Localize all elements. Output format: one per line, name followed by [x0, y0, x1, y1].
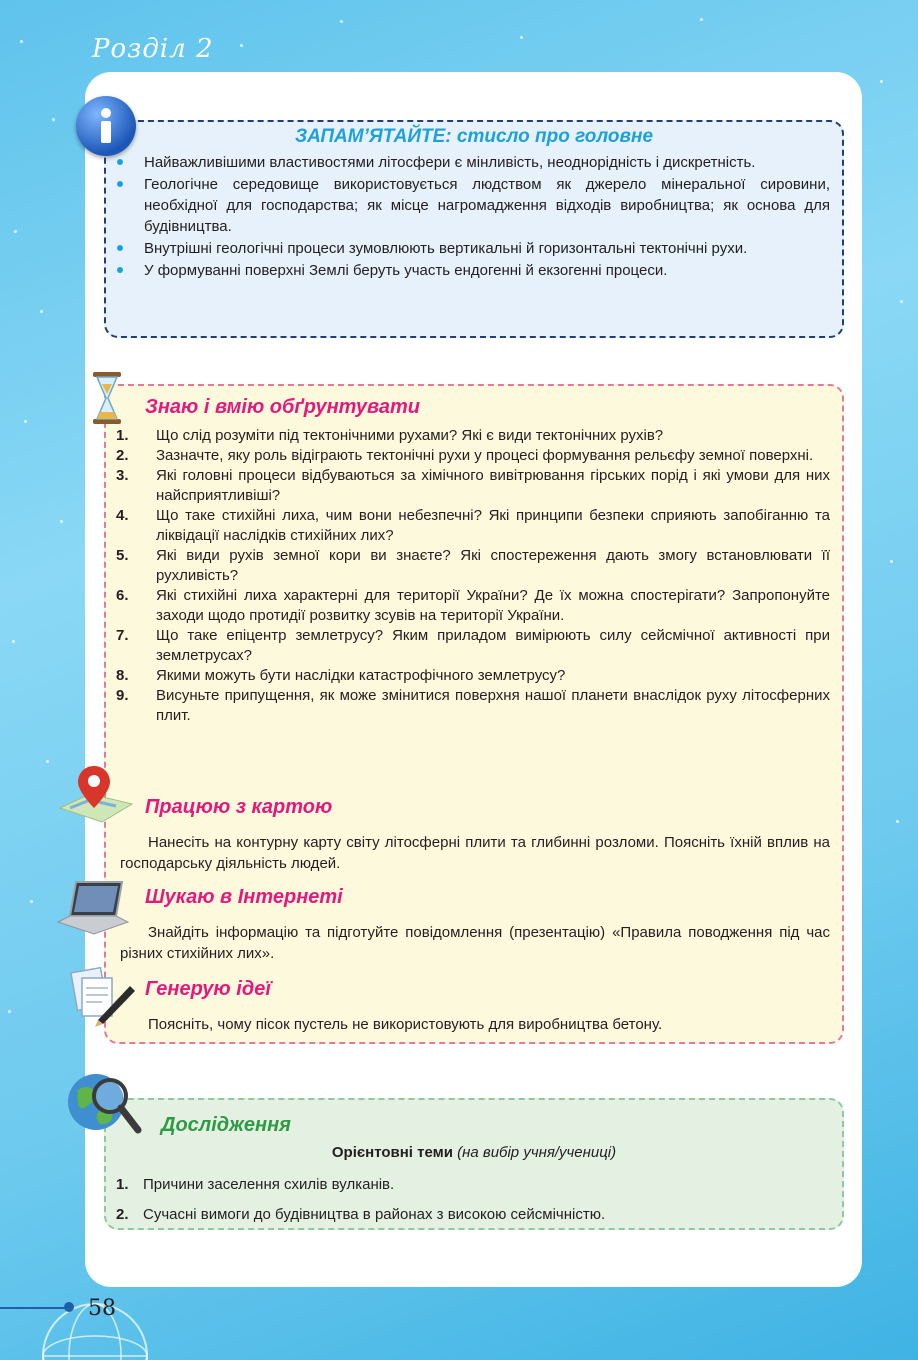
- map-task-text: Нанесіть на контурну карту світу літосферні плити та глибинні розломи. Поясніть їхній вплив на господарську діяльність людей.: [120, 834, 830, 872]
- globe-magnifier-icon: [66, 1070, 146, 1142]
- map-heading: Працюю з картою: [145, 796, 333, 818]
- question-item: [116, 626, 830, 666]
- question-number: 6.: [116, 587, 129, 604]
- remember-list: [144, 152, 830, 282]
- remember-item: У формуванні поверхні Землі беруть участь ендогенні й екзогенні процеси.: [144, 260, 830, 281]
- question-number: 5.: [116, 547, 129, 564]
- remember-item: Найважливішими властивостями літосфери є мінливість, неоднорідність і дискретність.: [144, 152, 830, 173]
- topics-note: (на вибір учня/учениці): [457, 1144, 617, 1161]
- pen-paper-icon: [68, 964, 138, 1028]
- question-item: [116, 686, 830, 726]
- question-item: [116, 546, 830, 586]
- remember-title: ЗАПАМ’ЯТАЙТЕ: стисло про головне: [294, 126, 654, 147]
- question-list: [116, 426, 830, 726]
- research-list: [116, 1170, 836, 1230]
- research-heading: Дослідження: [161, 1114, 291, 1136]
- page-number: 58: [88, 1296, 116, 1321]
- remember-item: Геологічне середовище використовується людством як джерело мінеральної сировини, необхідної для господарства; як місце нагромадження відходів виробництва; як основа для будівництва.: [144, 176, 830, 235]
- research-number: 1.: [116, 1176, 129, 1193]
- page-number-dot: [64, 1302, 74, 1312]
- research-item: [116, 1200, 836, 1230]
- internet-heading: Шукаю в Інтернеті: [145, 886, 343, 908]
- map-pin-icon: [56, 764, 136, 828]
- question-number: 3.: [116, 467, 129, 484]
- ideas-task-text: Поясніть, чому пісок пустель не використовують для виробництва бетону.: [148, 1016, 663, 1033]
- question-number: 4.: [116, 507, 129, 524]
- question-item: [116, 446, 830, 466]
- research-text: Сучасні вимоги до будівництва в районах з високою сейсмічністю.: [143, 1206, 606, 1223]
- research-topics-line: [104, 1144, 844, 1161]
- question-number: 2.: [116, 447, 129, 464]
- remember-item: Внутрішні геологічні процеси зумовлюють вертикальні й горизонтальні тектонічні рухи.: [144, 238, 830, 259]
- section-label: Розділ 2: [92, 34, 214, 64]
- remember-box: [104, 120, 844, 338]
- internet-task-text: Знайдіть інформацію та підготуйте повідомлення (презентацію) «Правила поводження під час різних стихійних лих».: [120, 924, 830, 962]
- question-item: [116, 426, 830, 446]
- question-item: [116, 666, 830, 686]
- question-text: Якими можуть бути наслідки катастрофічного землетрусу?: [156, 667, 566, 684]
- research-number: 2.: [116, 1206, 129, 1223]
- question-text: Які головні процеси відбуваються за хімічного вивітрювання гірських порід і які умови для них найсприятливіші?: [156, 467, 830, 504]
- question-text: Висуньте припущення, як може змінитися поверхня нашої планети внаслідок руху літосферних плит.: [156, 687, 830, 724]
- question-text: Які види рухів земної кори ви знаєте? Які спостереження дають змогу встановлювати її рухливість?: [156, 547, 830, 584]
- question-text: Що слід розуміти під тектонічними рухами? Які є види тектонічних рухів?: [156, 427, 664, 444]
- question-text: Що таке стихійні лиха, чим вони небезпечні? Які принципи безпеки сприяють запобіганню та ліквідації наслідків стихійних лих?: [156, 507, 830, 544]
- question-text: Що таке епіцентр землетрусу? Яким приладом вимірюють силу сейсмічної активності при землетрусах?: [156, 627, 830, 664]
- research-item: [116, 1170, 836, 1200]
- question-text: Які стихійні лиха характерні для території України? Де їх можна спостерігати? Запропонуйте заходи щодо протидії розвитку зсувів на території України.: [156, 587, 830, 624]
- question-number: 7.: [116, 627, 129, 644]
- question-number: 8.: [116, 667, 129, 684]
- question-item: [116, 506, 830, 546]
- page-number-line: [0, 1307, 66, 1309]
- research-text: Причини заселення схилів вулканів.: [143, 1176, 395, 1193]
- hourglass-icon: [91, 372, 123, 424]
- question-item: [116, 466, 830, 506]
- question-item: [116, 586, 830, 626]
- ideas-heading: Генерую ідеї: [145, 978, 271, 1000]
- question-number: 9.: [116, 687, 129, 704]
- know-heading: Знаю і вмію обґрунтувати: [145, 396, 420, 418]
- question-number: 1.: [116, 427, 129, 444]
- topics-label: Орієнтовні теми: [331, 1144, 453, 1161]
- info-icon: [76, 96, 136, 156]
- question-text: Зазначте, яку роль відіграють тектонічні рухи у процесі формування рельєфу земної поверхні.: [156, 447, 814, 464]
